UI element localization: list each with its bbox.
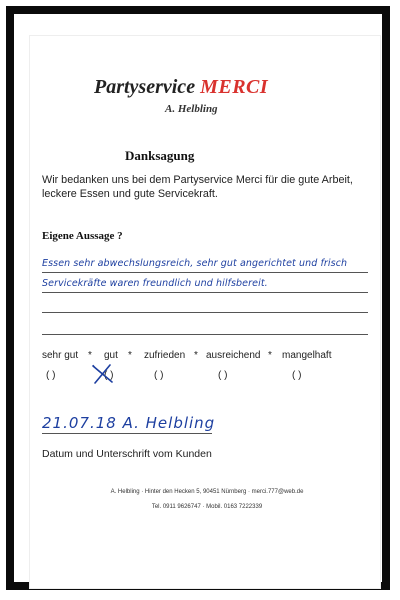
statement-label: Eigene Aussage ? (42, 230, 123, 242)
thanks-paragraph: Wir bedanken uns bei dem Partyservice Merci für die gute Arbeit, leckere Essen und gute Servicekraft. (42, 174, 353, 200)
rating-option-gut: gut (104, 350, 118, 361)
document-sheet (30, 36, 380, 588)
rating-box-gut[interactable]: ( ) (104, 370, 114, 381)
handwritten-statement-line-1: Essen sehr abwechslungsreich, sehr gut angerichtet und frisch (42, 258, 348, 269)
rating-separator: * (128, 350, 132, 361)
ruled-line-1 (42, 272, 368, 273)
rating-separator: * (88, 350, 92, 361)
rating-box-ausreichend[interactable]: ( ) (218, 370, 228, 381)
footer-contact: Tel. 0911 9626747 · Mobil. 0163 7222339 (151, 504, 263, 510)
rating-separator: * (194, 350, 198, 361)
rating-option-ausreichend: ausreichend (206, 350, 261, 361)
rating-option-mangelhaft: mangelhaft (282, 350, 332, 361)
signature-line (42, 433, 212, 434)
signature-label: Datum und Unterschrift vom Kunden (42, 448, 212, 460)
ruled-line-2 (42, 292, 368, 293)
brand-name: MERCI (200, 76, 269, 98)
footer-address: A. Helbling · Hinter den Hecken 5, 90451 Nürnberg · merci.777@web.de (110, 489, 304, 495)
rating-option-zufrieden: zufrieden (144, 350, 186, 361)
section-heading: Danksagung (125, 148, 195, 163)
rating-separator: * (268, 350, 272, 361)
rating-box-zufrieden[interactable]: ( ) (154, 370, 164, 381)
rating-option-sehr-gut: sehr gut (42, 350, 79, 361)
brand-prefix: Partyservice (94, 76, 196, 98)
owner-name: A. Helbling (165, 103, 218, 115)
brand-title (94, 76, 268, 99)
rating-box-sehr-gut[interactable]: ( ) (46, 370, 56, 381)
handwritten-statement-line-2: Servicekräfte waren freundlich und hilfsbereit. (42, 278, 268, 289)
checkmark-cross-icon (90, 363, 116, 385)
ruled-line-3 (42, 312, 368, 313)
ruled-line-4 (42, 334, 368, 335)
rating-box-mangelhaft[interactable]: ( ) (292, 370, 302, 381)
handwritten-date-signature: 21.07.18 A. Helbling (42, 414, 216, 432)
